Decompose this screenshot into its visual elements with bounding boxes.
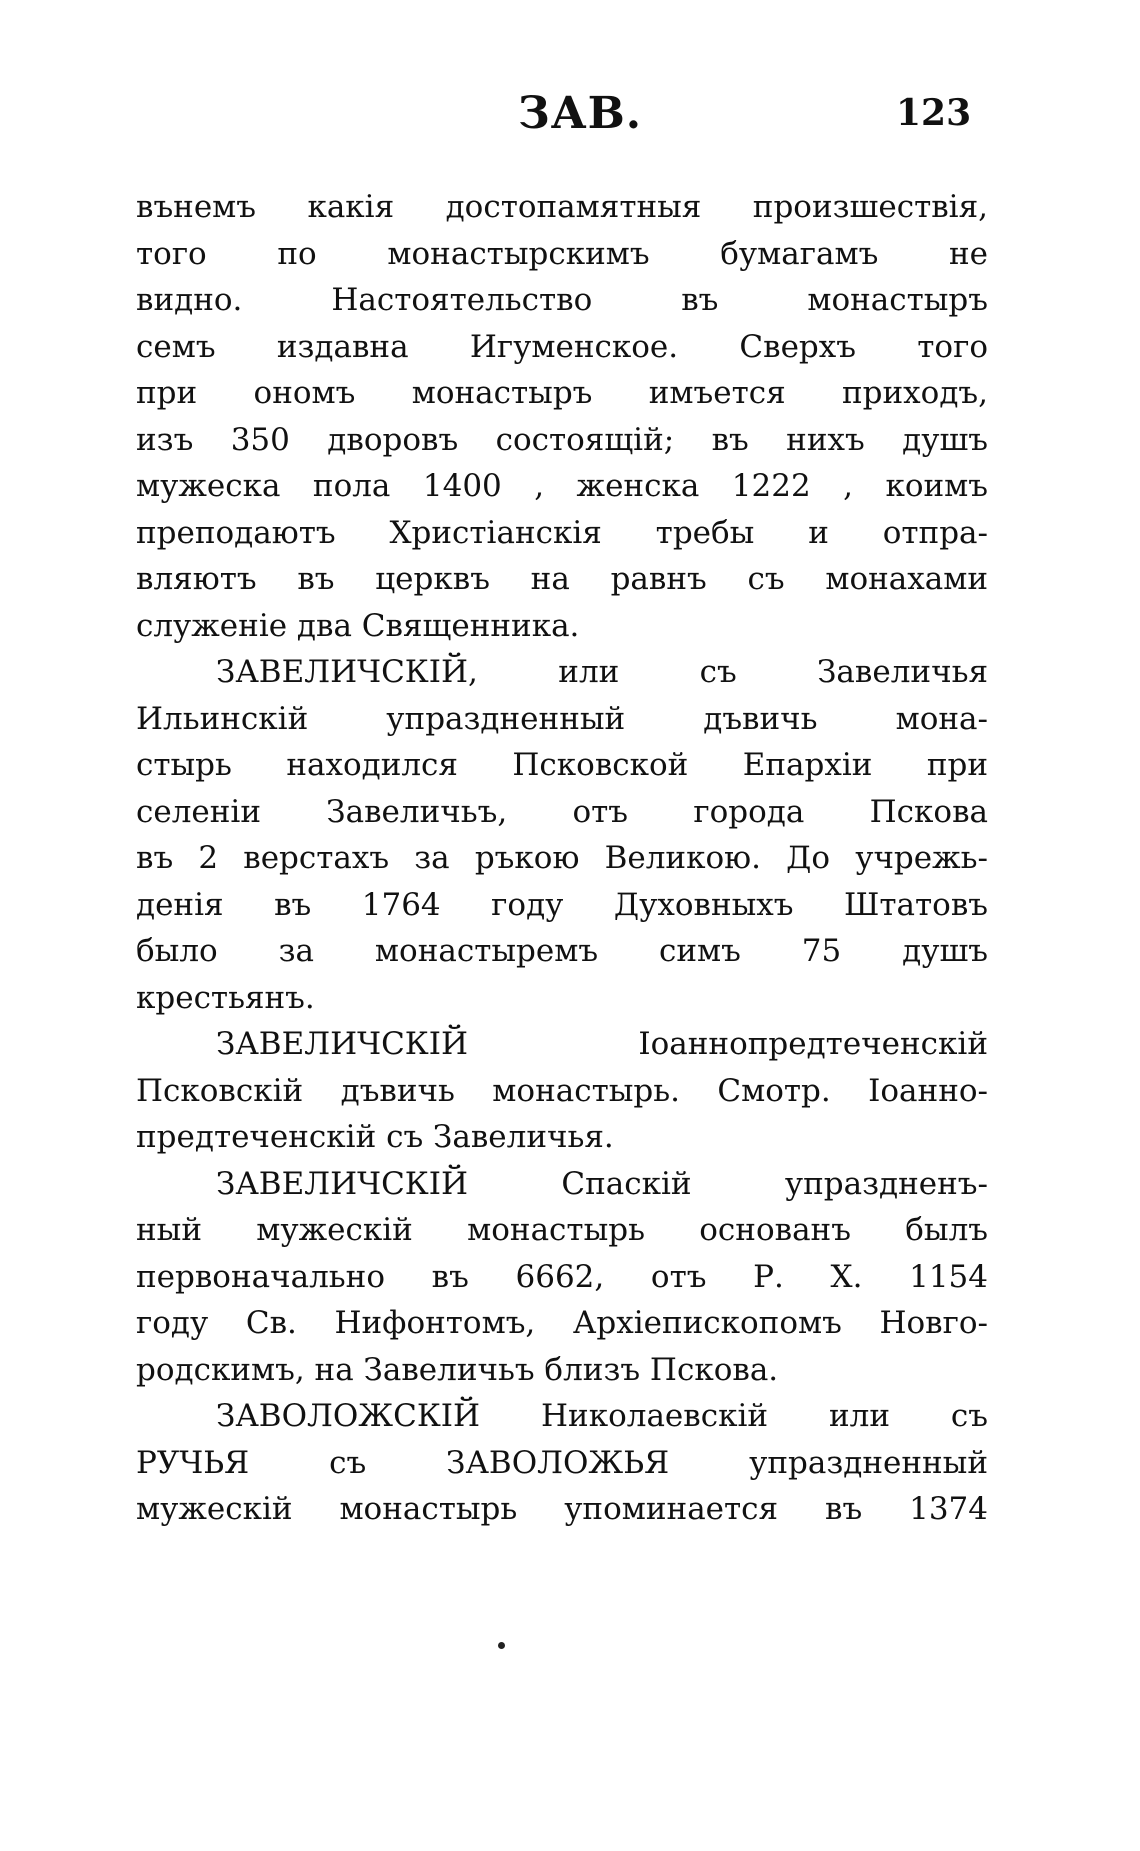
text-line: вънемъ какія достопамятныя произшествія,: [136, 189, 988, 225]
entry-heading-line: ЗАВЕЛИЧСКІЙ Іоаннопредтеченскій: [216, 1026, 988, 1062]
text-line: родскимъ, на Завеличьъ близъ Пскова.: [136, 1351, 779, 1388]
text-line: селеніи Завеличьъ, отъ города Пскова: [136, 793, 988, 830]
text-line: мужескій монастырь упоминается въ 1374: [136, 1491, 988, 1527]
entry-heading-line: ЗАВОЛОЖСКІЙ Николаевскій или съ: [216, 1398, 988, 1434]
page-number: 123: [896, 92, 972, 134]
entry-heading-line: ЗАВЕЛИЧСКІЙ Спаскій упраздненъ-: [216, 1165, 988, 1202]
text-line: того по монастырскимъ бумагамъ не: [136, 235, 988, 272]
text-line: стырь находился Псковской Епархіи при: [136, 747, 988, 783]
text-line: мужеска пола 1400 , женска 1222 , коимъ: [136, 468, 988, 504]
text-line: семъ издавна Игуменское. Сверхъ того: [136, 328, 988, 365]
text-line: первоначально въ 6662, отъ Р. Х. 1154: [136, 1258, 988, 1295]
text-line: Ильинскій упраздненный дъвичь мона-: [136, 700, 988, 737]
text-line: предтеченскій съ Завеличья.: [136, 1119, 614, 1155]
text-line: было за монастыремъ симъ 75 душъ: [136, 933, 988, 969]
text-line: служеніе два Священника.: [136, 607, 580, 644]
text-line: крестьянъ.: [136, 979, 315, 1016]
running-head-title: ЗАВ.: [518, 88, 643, 139]
text-line: денія въ 1764 году Духовныхъ Штатовъ: [136, 886, 988, 923]
text-line: Псковскій дъвичь монастырь. Смотр. Іоанно-: [136, 1072, 988, 1109]
text-line: въ 2 верстахъ за ръкою Великою. До учрежь-: [136, 840, 988, 876]
body-text: [136, 184, 988, 1533]
text-line: при ономъ монастыръ имъется приходъ,: [136, 375, 988, 411]
text-line: вляютъ въ церквъ на равнъ съ монахами: [136, 561, 988, 597]
text-line: видно. Настоятельство въ монастыръ: [136, 282, 988, 318]
text-line: преподаютъ Христіанскія требы и отпра-: [136, 514, 988, 551]
text-line: изъ 350 дворовъ состоящій; въ нихъ душъ: [136, 421, 988, 458]
ink-speck: [498, 1642, 505, 1649]
running-header: [0, 88, 1140, 148]
text-line: году Св. Нифонтомъ, Архіепископомъ Новго-: [136, 1305, 988, 1341]
entry-heading-line: ЗАВЕЛИЧСКІЙ, или съ Завеличья: [216, 654, 988, 690]
text-line: РУЧЬЯ съ ЗАВОЛОЖЬЯ упраздненный: [136, 1444, 988, 1481]
text-line: ный мужескій монастырь основанъ былъ: [136, 1212, 988, 1248]
